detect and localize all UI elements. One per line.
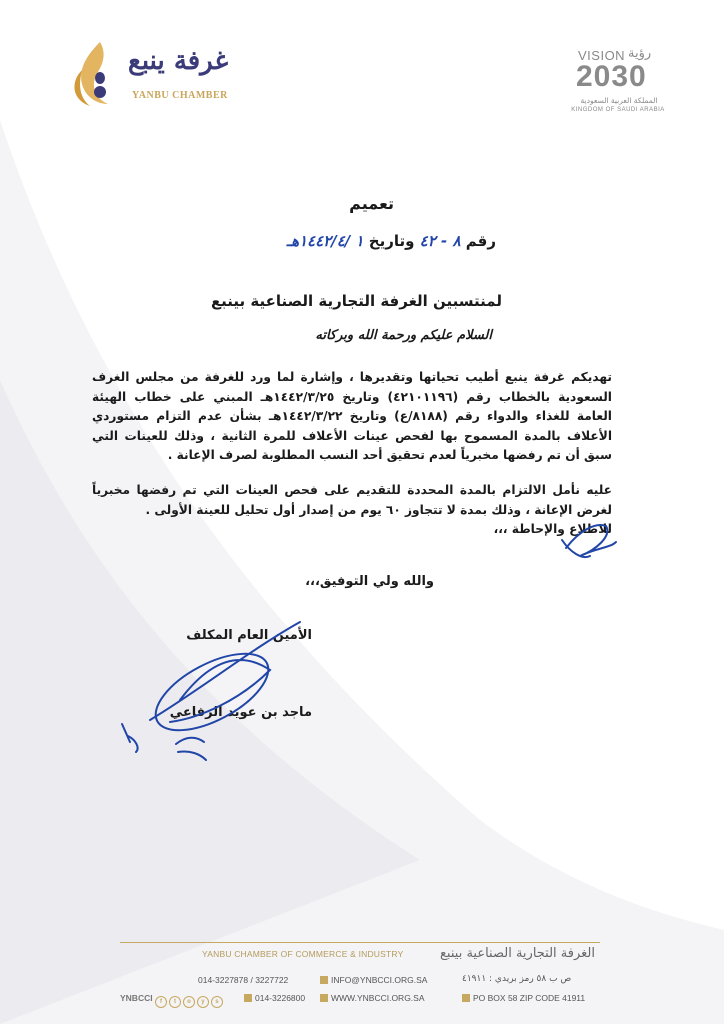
kingdom-english: KINGDOM OF SAUDI ARABIA: [571, 107, 665, 113]
reference-line: [287, 232, 496, 250]
footer-chamber-arabic: الغرفة التجارية الصناعية بينبع: [440, 946, 595, 961]
footer-phone-fax: [198, 975, 288, 985]
footer-social-brand: [120, 993, 225, 1008]
yanbu-chamber-logo: [68, 40, 243, 110]
instagram-icon: o: [183, 996, 195, 1008]
memo-heading: تعميم: [349, 194, 394, 213]
po-english-text: PO BOX 58 ZIP CODE 41911: [473, 993, 586, 1003]
date-value: ١ /١٤٤٢/٤هـ: [286, 232, 364, 250]
globe-icon: [320, 994, 328, 1002]
footer-divider: [120, 942, 600, 943]
youtube-icon: y: [197, 996, 209, 1008]
footer-chamber-english: YANBU CHAMBER OF COMMERCE & INDUSTRY: [202, 949, 404, 959]
addressee: لمنتسبين الغرفة التجارية الصناعية بينبع: [210, 292, 502, 310]
twitter-icon: t: [169, 996, 181, 1008]
vision-label-arabic: رؤية: [628, 46, 652, 61]
signatory-title: الأمين العام المكلف: [186, 628, 312, 643]
date-label: وتاريخ: [368, 232, 415, 250]
kingdom-arabic: المملكة العربية السعودية: [580, 96, 658, 105]
paragraph-2-text: عليه نأمل الالتزام بالمدة المحددة للتقديم على فحص العينات التي تم رفضها مخبرياً لغرض الإعانة ، وذلك بمدة لا تتجاوز ٦٠ يوم من إصدار أول تحليل للعينة الأولى .: [92, 483, 612, 517]
footer-po-english: [462, 993, 585, 1003]
website-text: WWW.YNBCCI.ORG.SA: [331, 993, 425, 1003]
flame-logo-icon: [68, 40, 126, 108]
phone-icon: [244, 994, 252, 1002]
footer-website: [320, 993, 425, 1003]
phone2-text: 014-3226800: [255, 993, 306, 1003]
paragraph-3-text: للاطلاع والإحاطة ،،،: [493, 522, 612, 536]
footer-email: [320, 975, 427, 985]
greeting: السلام عليكم ورحمة الله وبركاته: [315, 328, 492, 343]
email-text: INFO@YNBCCI.ORG.SA: [331, 975, 428, 985]
email-icon: [320, 976, 328, 984]
closing-line: والله ولي التوفيق،،،: [305, 574, 434, 589]
vision-2030-logo: [560, 48, 670, 120]
paragraph-1: تهديكم غرفة ينبع أطيب تحياتها وتقديرها ، وإشارة لما ورد للغرفة من مجلس الغرف السعودية بالخطاب رقم (٤٢١٠١١٩٦) وتاريخ ١٤٤٢/٣/٢٥هـ المبني على خطاب الهيئة العامة للغذاء والدواء رقم (٨١٨٨/ع) وتاريخ ١٤٤٢/٣/٢٢هـ بشأن عدم التزام مستوردي الأعلاف بالمدة المسموح بها لفحص عينات الأعلاف للمرة الثانية ، وذلك للعينات التي سبق أن تم رفضها مخبرياً لعدم تحقيق أحد النسب المطلوبة لصرف الإعانة .: [92, 370, 612, 462]
vision-label: VISION: [578, 48, 626, 63]
footer-po-arabic: ص ب ٥٨ رمز بريدي : ٤١٩١١: [462, 974, 572, 984]
brand-text: YNBCCI: [120, 993, 153, 1003]
paragraph-2: [92, 481, 612, 540]
footer-phone2: [244, 993, 305, 1003]
chamber-logo-english: YANBU CHAMBER: [132, 90, 228, 101]
ref-prefix: رقم: [465, 232, 496, 250]
chamber-logo-arabic: غرفة ينبع: [128, 46, 229, 76]
vision-year: 2030: [576, 60, 647, 93]
mailbox-icon: [462, 994, 470, 1002]
signatory-name: ماجد بن عويد الرفاعي: [169, 705, 312, 720]
snapchat-icon: s: [211, 996, 223, 1008]
facebook-icon: f: [155, 996, 167, 1008]
phone-fax-text: 014-3227878 / 3227722: [198, 975, 289, 985]
ref-number: ٨ - ٤٢: [419, 232, 461, 250]
